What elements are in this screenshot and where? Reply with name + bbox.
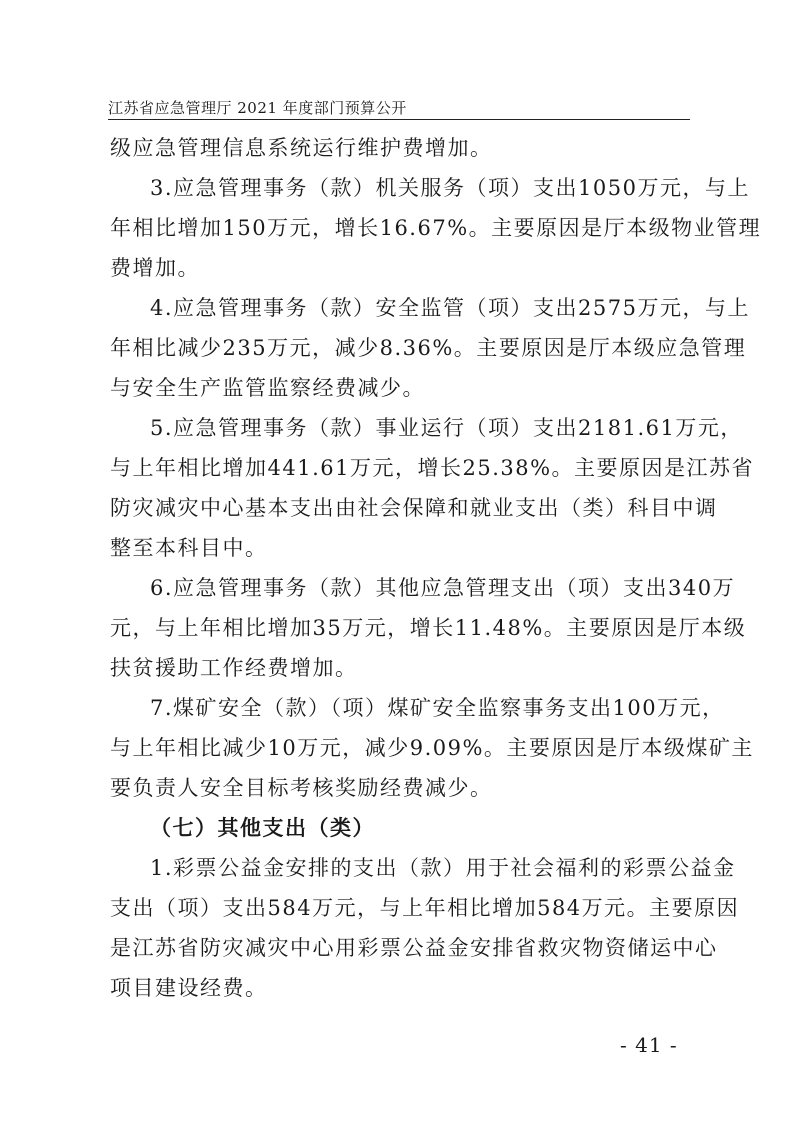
paragraph-line: 是江苏省防灾减灾中心用彩票公益金安排省救灾物资储运中心 (110, 936, 718, 960)
paragraph-line: 3.应急管理事务（款）机关服务（项）支出1050万元，与上 (150, 176, 750, 200)
paragraph-line: 与上年相比增加441.61万元，增长25.38%。主要原因是江苏省 (110, 456, 755, 480)
paragraph-line: 级应急管理信息系统运行维护费增加。 (110, 136, 493, 160)
paragraph-line: 整至本科目中。 (110, 536, 268, 560)
paragraph-line: 扶贫援助工作经费增加。 (110, 656, 358, 680)
paragraph-line: 要负责人安全目标考核奖励经费减少。 (110, 776, 493, 800)
paragraph-line: 与安全生产监管监察经费减少。 (110, 376, 425, 400)
paragraph-line: 防灾减灾中心基本支出由社会保障和就业支出（类）科目中调 (110, 496, 718, 520)
paragraph-line: 7.煤矿安全（款）（项）煤矿安全监察事务支出100万元， (150, 696, 725, 720)
paragraph-line: 4.应急管理事务（款）安全监管（项）支出2575万元，与上 (150, 296, 750, 320)
paragraph-line: 年相比减少235万元，减少8.36%。主要原因是厅本级应急管理 (110, 336, 747, 360)
paragraph-line: 年相比增加150万元，增长16.67%。主要原因是厅本级物业管理 (110, 216, 762, 240)
section-heading: （七）其他支出（类） (150, 815, 375, 840)
page-number: - 41 - (620, 1033, 678, 1057)
paragraph-line: 1.彩票公益金安排的支出（款）用于社会福利的彩票公益金 (150, 856, 736, 880)
paragraph-line: 与上年相比减少10万元，减少9.09%。主要原因是厅本级煤矿主 (110, 736, 754, 760)
paragraph-line: 项目建设经费。 (110, 976, 268, 1000)
paragraph-line: 5.应急管理事务（款）事业运行（项）支出2181.61万元， (150, 416, 743, 440)
header-divider (108, 119, 690, 120)
document-header-title: 江苏省应急管理厅 2021 年度部门预算公开 (108, 99, 407, 117)
paragraph-line: 费增加。 (110, 256, 200, 280)
paragraph-line: 元，与上年相比增加35万元，增长11.48%。主要原因是厅本级 (110, 616, 747, 640)
paragraph-line: 支出（项）支出584万元，与上年相比增加584万元。主要原因 (110, 896, 740, 920)
paragraph-line: 6.应急管理事务（款）其他应急管理支出（项）支出340万 (150, 576, 736, 600)
